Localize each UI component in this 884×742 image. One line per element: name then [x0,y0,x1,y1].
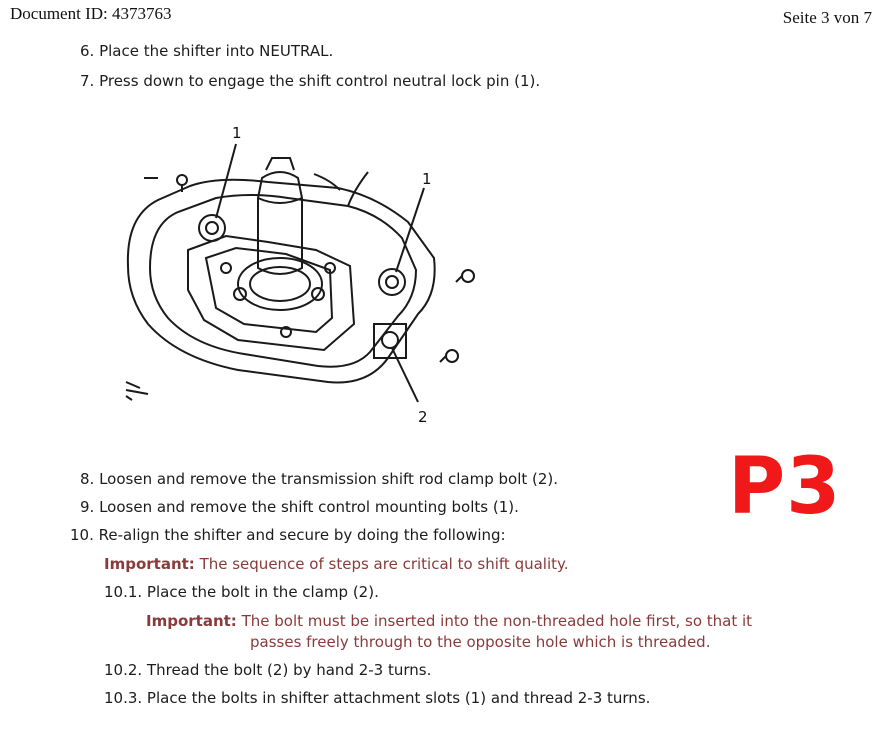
important-label: Important: [104,555,195,573]
important-text-line-1: The bolt must be inserted into the non-threaded hole first, so that it [241,612,753,630]
step-7: 7. Press down to engage the shift control neutral lock pin (1). [80,72,541,90]
substep-10-1: 10.1. Place the bolt in the clamp (2). [104,583,379,601]
important-text: The sequence of steps are critical to shift quality. [199,555,569,573]
shifter-illustration [118,118,498,430]
step-10: 10. Re-align the shifter and secure by doing the following: [70,526,506,544]
substep-10-3: 10.3. Place the bolts in shifter attachment slots (1) and thread 2-3 turns. [104,689,651,707]
important-text-line-2: passes freely through to the opposite hole which is threaded. [250,633,711,651]
important-note-2 [146,612,752,630]
page-indicator: Seite 3 von 7 [782,8,872,27]
important-note-1 [104,555,569,573]
step-8: 8. Loosen and remove the transmission shift rod clamp bolt (2). [80,470,559,488]
callout-1-left: 1 [232,124,242,142]
callout-1-right: 1 [422,170,432,188]
document-id: Document ID: 4373763 [10,4,172,23]
important-label: Important: [146,612,237,630]
substep-10-2: 10.2. Thread the bolt (2) by hand 2-3 turns. [104,661,432,679]
callout-2: 2 [418,408,428,426]
page-stamp: P3 [728,442,842,532]
step-9: 9. Loosen and remove the shift control mounting bolts (1). [80,498,519,516]
step-6: 6. Place the shifter into NEUTRAL. [80,42,334,60]
